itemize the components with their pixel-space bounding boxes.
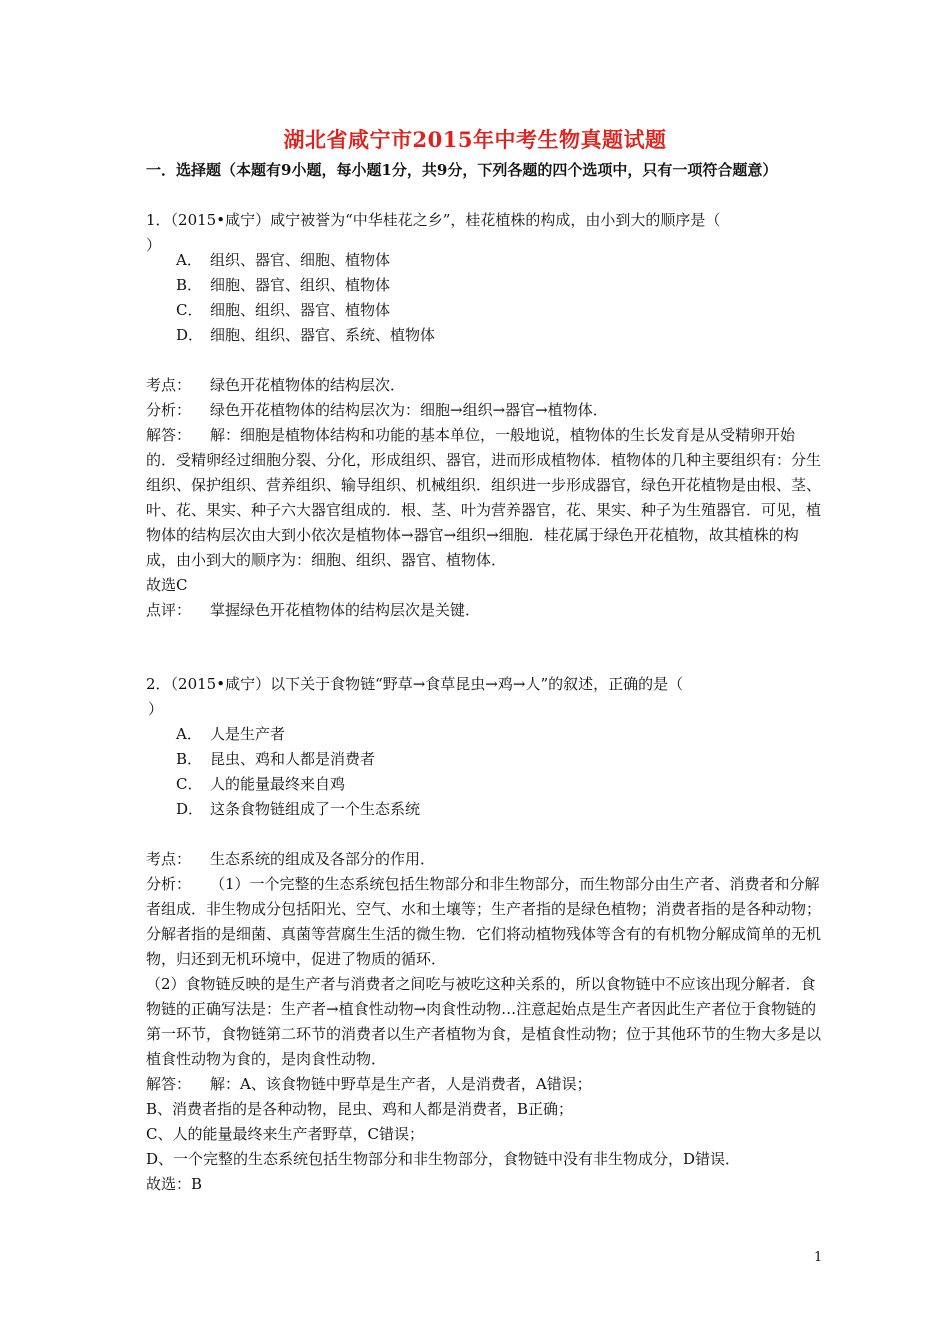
dianping-text: 掌握绿色开花植物体的结构层次是关键． bbox=[210, 601, 481, 619]
fenxi-row bbox=[146, 398, 822, 423]
jieda-paragraph bbox=[146, 423, 822, 573]
option-letter: C． bbox=[176, 775, 203, 793]
kaodian-label: 考点： bbox=[146, 376, 192, 394]
jieda-label: 解答： bbox=[146, 1075, 192, 1093]
option-letter: A． bbox=[176, 251, 202, 269]
dianping-row bbox=[146, 598, 822, 623]
question-1-option-d bbox=[176, 323, 435, 348]
option-text: 人的能量最终来自鸡 bbox=[210, 775, 346, 793]
option-text: 这条食物链组成了一个生态系统 bbox=[210, 800, 421, 818]
option-letter: C． bbox=[176, 301, 203, 319]
question-1-option-c bbox=[176, 298, 390, 323]
option-letter: B． bbox=[176, 750, 203, 768]
question-1-option-a bbox=[176, 248, 390, 273]
fenxi-paragraph bbox=[146, 872, 822, 972]
kaodian-text: 生态系统的组成及各部分的作用． bbox=[210, 850, 436, 868]
page-number: 1 bbox=[814, 1250, 823, 1265]
jieda-text: 解：A、该食物链中野草是生产者，人是消费者，A错误； bbox=[210, 1075, 592, 1093]
question-1-stem-line1: 1．（2015•咸宁）咸宁被誉为“中华桂花之乡”，桂花植株的构成，由小到大的顺序是（ bbox=[146, 211, 721, 229]
option-text: 细胞、器官、组织、植物体 bbox=[210, 276, 391, 294]
jieda-line-c: C、人的能量最终来生产者野草，C错误； bbox=[146, 1125, 424, 1143]
jieda-row bbox=[146, 1072, 822, 1097]
fenxi-text: 绿色开花植物体的结构层次为：细胞→组织→器官→植物体． bbox=[210, 401, 608, 419]
page-title: 湖北省咸宁市2015年中考生物真题试题 bbox=[283, 127, 667, 152]
question-2-analysis bbox=[146, 847, 822, 1197]
fenxi-label: 分析： bbox=[146, 875, 192, 893]
kaodian-text: 绿色开花植物体的结构层次． bbox=[210, 376, 406, 394]
jieda-label: 解答： bbox=[146, 426, 192, 444]
section-heading: 一．选择题（本题有9小题，每小题1分，共9分，下列各题的四个选项中，只有一项符合题意） bbox=[146, 161, 778, 179]
answer-line: 故选C bbox=[146, 576, 188, 594]
question-2-stem-line1: 2．（2015•咸宁）以下关于食物链“野草→食草昆虫→鸡→人”的叙述，正确的是（ bbox=[146, 675, 684, 693]
question-2-option-b bbox=[176, 747, 375, 772]
option-letter: D． bbox=[176, 800, 204, 818]
answer-line: 故选：B bbox=[146, 1175, 203, 1193]
question-2-stem bbox=[146, 672, 822, 722]
option-letter: D． bbox=[176, 326, 204, 344]
question-2-stem-line2: ） bbox=[148, 700, 164, 718]
option-text: 组织、器官、细胞、植物体 bbox=[210, 251, 391, 269]
jieda-text: 解：细胞是植物体结构和功能的基本单位，一般地说，植物体的生长发育是从受精卵开始的．受精卵经过细胞分裂、分化，形成组织、器官，进而形成植物体．植物体的几种主要组织有：分生组织、保护组织、营养组织、输导组织、机械组织．组织进一步形成器官，绿色开花植物是由根、茎、叶、花、果实、种子六大器官组成的．根、茎、叶为营养器官，花、果实、种子为生殖器官．可见，植物体的结构层次由大到小依次是植物体→器官→组织→细胞．桂花属于绿色开花植物，故其植株的构成，由小到大的顺序为：细胞、组织、器官、植物体． bbox=[146, 426, 822, 569]
jieda-line-d: D、一个完整的生态系统包括生物部分和非生物部分，食物链中没有非生物成分，D错误． bbox=[146, 1150, 741, 1168]
kaodian-label: 考点： bbox=[146, 850, 192, 868]
question-2-option-c bbox=[176, 772, 345, 797]
question-1-analysis bbox=[146, 373, 822, 623]
kaodian-row bbox=[146, 373, 822, 398]
fenxi-text: （1）一个完整的生态系统包括生物部分和非生物部分，而生物部分由生产者、消费者和分解者组成．非生物成分包括阳光、空气、水和土壤等；生产者指的是绿色植物；消费者指的是各种动物；分解者指的是细菌、真菌等营腐生生活的微生物．它们将动植物残体等含有的有机物分解成简单的无机物，归还到无机环境中，促进了物质的循环． bbox=[146, 875, 822, 968]
kaodian-row bbox=[146, 847, 822, 872]
option-text: 细胞、组织、器官、植物体 bbox=[210, 301, 391, 319]
option-text: 昆虫、鸡和人都是消费者 bbox=[210, 750, 376, 768]
question-2-option-a bbox=[176, 722, 285, 747]
fenxi-paragraph-2: （2）食物链反映的是生产者与消费者之间吃与被吃这种关系的，所以食物链中不应该出现分解者．食物链的正确写法是：生产者→植食性动物→肉食性动物…注意起始点是生产者因此生产者位于食物链的第一环节，食物链第二环节的消费者以生产者植物为食，是植食性动物；位于其他环节的生物大多是以植食性动物为食的，是肉食性动物． bbox=[146, 975, 822, 1068]
dianping-label: 点评： bbox=[146, 601, 192, 619]
option-letter: B． bbox=[176, 276, 203, 294]
question-1-option-b bbox=[176, 273, 390, 298]
option-text: 细胞、组织、器官、系统、植物体 bbox=[210, 326, 436, 344]
jieda-line-b: B、消费者指的是各种动物，昆虫、鸡和人都是消费者，B正确； bbox=[146, 1100, 574, 1118]
option-letter: A． bbox=[176, 725, 202, 743]
question-2-option-d bbox=[176, 797, 420, 822]
fenxi-label: 分析： bbox=[146, 401, 192, 419]
option-text: 人是生产者 bbox=[210, 725, 286, 743]
question-1-stem-line2: ） bbox=[146, 236, 162, 254]
